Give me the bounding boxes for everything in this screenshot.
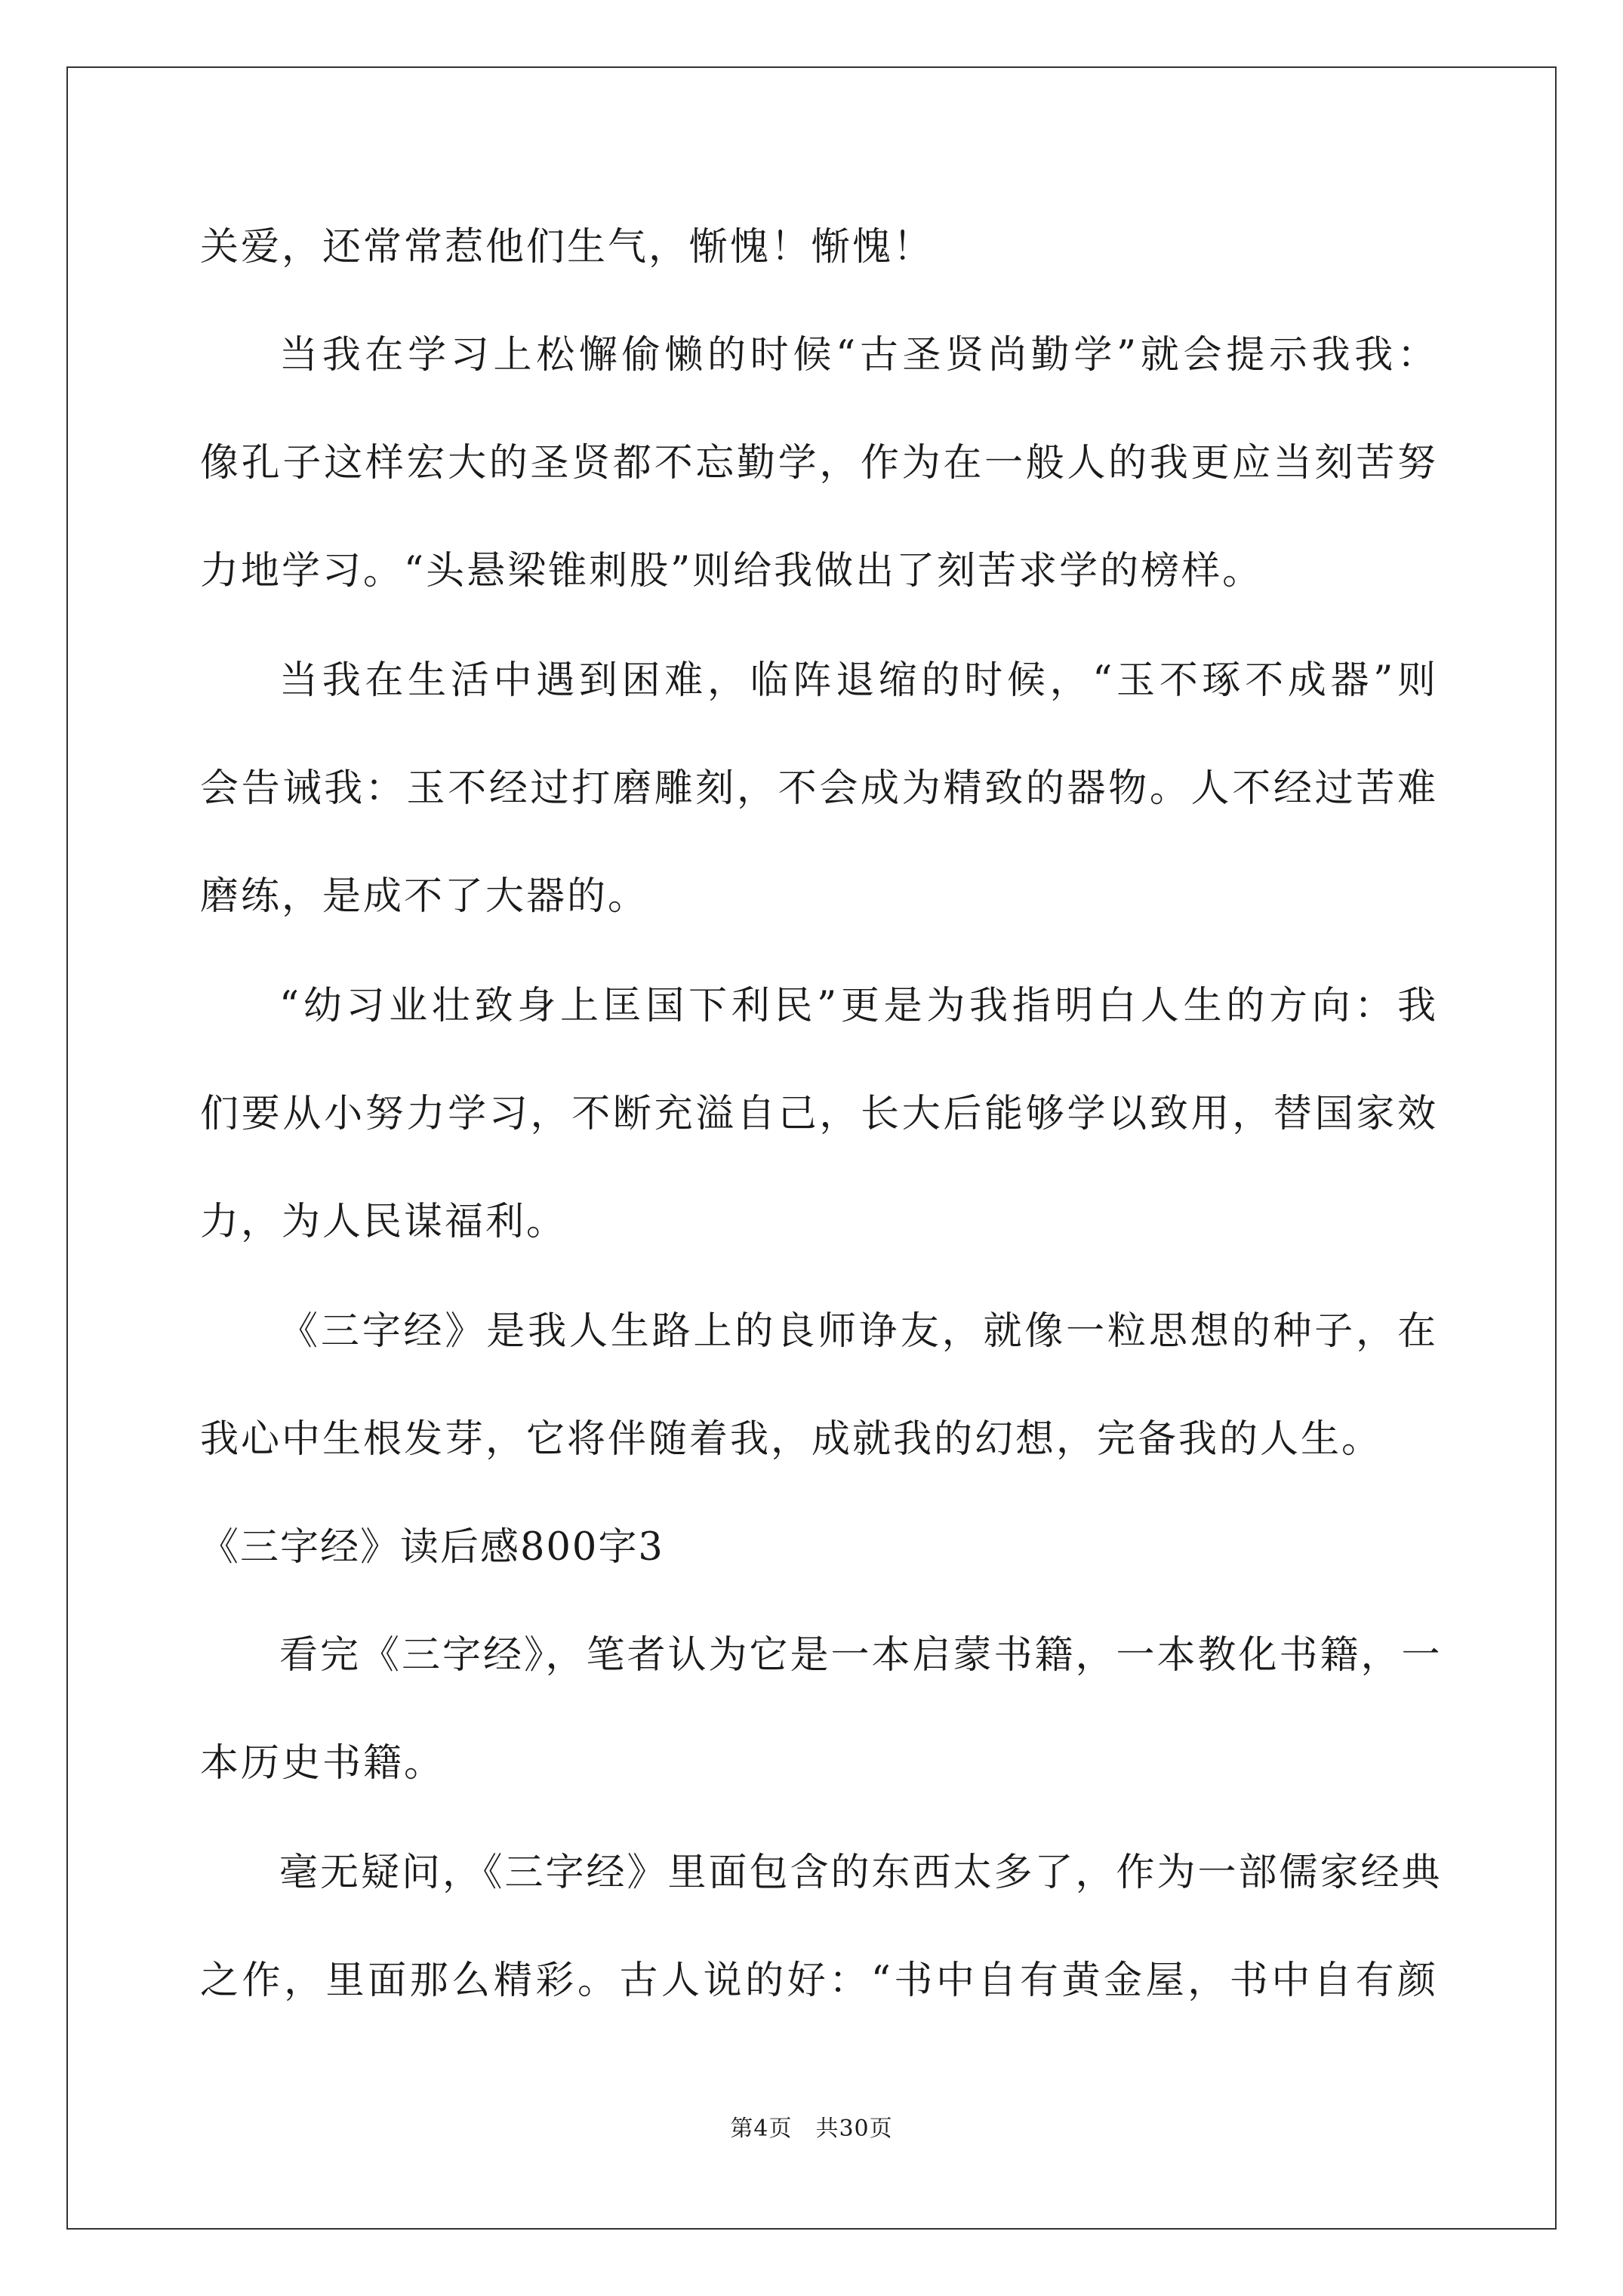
body-line-2: 当我在学习上松懈偷懒的时候“古圣贤尚勤学”就会提示我我： [279,333,1438,378]
page-border [66,66,1557,2230]
body-line-13: 看完《三字经》，笔者认为它是一本启蒙书籍，一本教化书籍，一 [279,1633,1443,1678]
body-line-11: 《三字经》是我人生路上的良师诤友，就像一粒思想的种子，在 [279,1309,1438,1354]
page-footer: 第4页 共30页 [730,2116,893,2142]
body-line-12: 我心中生根发芽，它将伴随着我，成就我的幻想，完备我的人生。 [200,1417,1383,1462]
body-line-4: 力地学习。“头悬梁锥刺股”则给我做出了刻苦求学的榜样。 [200,549,1264,593]
section-heading: 《三字经》读后感800字3 [200,1525,664,1570]
body-line-16: 之作，里面那么精彩。古人说的好：“书中自有黄金屋，书中自有颜 [200,1959,1438,2003]
body-line-15: 毫无疑问，《三字经》里面包含的东西太多了，作为一部儒家经典 [279,1851,1443,1895]
body-line-1: 关爱，还常常惹他们生气，惭愧！惭愧！ [200,225,935,270]
body-line-14: 本历史书籍。 [200,1741,445,1786]
body-line-10: 力，为人民谋福利。 [200,1200,568,1244]
body-line-8: “幼习业壮致身上匡国下利民”更是为我指明白人生的方向：我 [279,984,1438,1028]
body-line-5: 当我在生活中遇到困难，临阵退缩的时候，“玉不琢不成器”则 [279,658,1438,703]
body-line-3: 像孔子这样宏大的圣贤都不忘勤学，作为在一般人的我更应当刻苦努 [200,441,1438,485]
body-line-7: 磨练，是成不了大器的。 [200,874,649,919]
body-line-6: 会告诫我：玉不经过打磨雕刻，不会成为精致的器物。人不经过苦难 [200,766,1438,811]
body-line-9: 们要从小努力学习，不断充溢自己，长大后能够学以致用，替国家效 [200,1092,1438,1136]
